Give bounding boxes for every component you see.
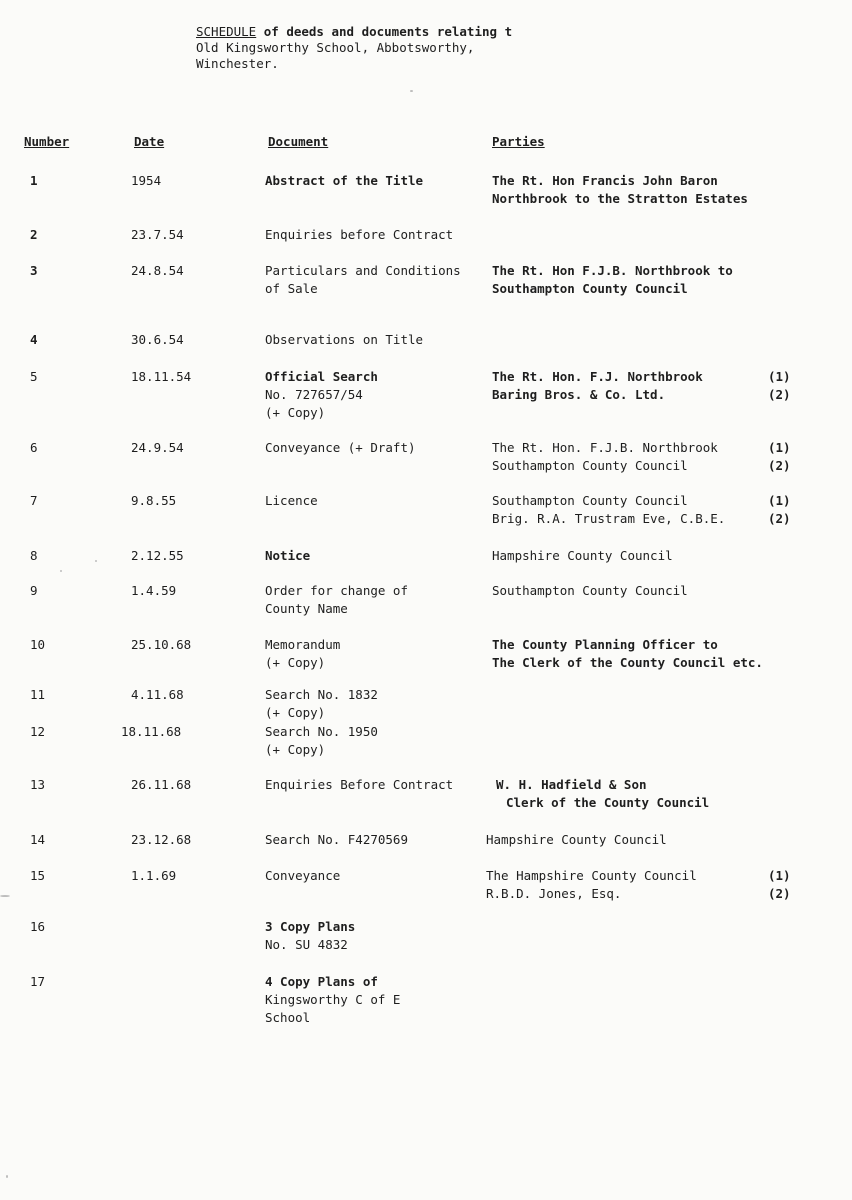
row-document-line: (+ Copy) (265, 405, 326, 420)
row-date: 2.12.55 (131, 548, 184, 563)
row-document-line: Memorandum (265, 637, 341, 652)
paper-speck (0, 895, 10, 897)
row-date: 1.4.59 (131, 583, 177, 598)
schedule-header (196, 24, 636, 72)
row-party-ref: (1) (768, 440, 791, 455)
row-document-line: No. 727657/54 (265, 387, 363, 402)
row-document-line: Order for change of (265, 583, 408, 598)
row-document-line: 3 Copy Plans (265, 919, 356, 934)
paper-speck (6, 1175, 8, 1178)
row-document-line: Conveyance (+ Draft) (265, 440, 416, 455)
header-line-3: Winchester. (196, 56, 279, 71)
row-number: 11 (30, 687, 46, 702)
row-party-line: The Rt. Hon. F.J.B. Northbrook (492, 440, 718, 455)
row-party-line: The Hampshire County Council (486, 868, 697, 883)
row-party-line: Hampshire County Council (492, 548, 673, 563)
row-number: 5 (30, 369, 38, 384)
row-party-ref: (2) (768, 511, 791, 526)
row-party-line: The Clerk of the County Council etc. (492, 655, 763, 670)
row-party-line: Clerk of the County Council (506, 795, 710, 810)
row-number: 16 (30, 919, 46, 934)
row-number: 17 (30, 974, 46, 989)
row-party-line: W. H. Hadfield & Son (496, 777, 647, 792)
row-number: 3 (30, 263, 38, 278)
row-date: 1954 (131, 173, 162, 188)
row-document-line: Abstract of the Title (265, 173, 424, 188)
header-line-1 (196, 24, 636, 40)
header-line-1-rest: of deeds and documents relating t (256, 24, 513, 39)
row-party-line: The Rt. Hon Francis John Baron (492, 173, 718, 188)
row-document-line: Search No. F4270569 (265, 832, 408, 847)
row-party-line: Brig. R.A. Trustram Eve, C.B.E. (492, 511, 726, 526)
row-party-ref: (1) (768, 493, 791, 508)
row-document-line: (+ Copy) (265, 655, 326, 670)
row-document-line: of Sale (265, 281, 318, 296)
row-date: 1.1.69 (131, 868, 177, 883)
row-date: 24.9.54 (131, 440, 184, 455)
row-document-line: Particulars and Conditions (265, 263, 461, 278)
row-party-ref: (2) (768, 886, 791, 901)
row-party-line: The Rt. Hon. F.J. Northbrook (492, 369, 703, 384)
column-header-parties: Parties (492, 134, 545, 149)
row-document-line: 4 Copy Plans of (265, 974, 378, 989)
row-party-ref: (1) (768, 369, 791, 384)
row-party-line: Southampton County Council (492, 493, 688, 508)
row-date: 23.12.68 (131, 832, 192, 847)
row-document-line: Licence (265, 493, 318, 508)
row-party-line: Hampshire County Council (486, 832, 667, 847)
row-document-line: (+ Copy) (265, 705, 326, 720)
row-party-ref: (2) (768, 387, 791, 402)
row-document-line: Kingsworthy C of E (265, 992, 401, 1007)
row-number: 14 (30, 832, 46, 847)
column-header-number: Number (24, 134, 70, 149)
row-party-line: R.B.D. Jones, Esq. (486, 886, 622, 901)
row-party-line: Southampton County Council (492, 583, 688, 598)
row-date: 25.10.68 (131, 637, 192, 652)
row-document-line: (+ Copy) (265, 742, 326, 757)
row-party-line: Southampton County Council (492, 281, 688, 296)
row-party-line: The County Planning Officer to (492, 637, 718, 652)
row-number: 12 (30, 724, 46, 739)
paper-speck (410, 90, 413, 92)
row-number: 13 (30, 777, 46, 792)
row-document-line: County Name (265, 601, 348, 616)
row-document-line: Enquiries Before Contract (265, 777, 454, 792)
row-document-line: Search No. 1950 (265, 724, 378, 739)
header-line-2: Old Kingsworthy School, Abbotsworthy, (196, 40, 475, 55)
row-party-line: Baring Bros. & Co. Ltd. (492, 387, 666, 402)
row-date: 24.8.54 (131, 263, 184, 278)
row-date: 18.11.54 (131, 369, 192, 384)
row-number: 8 (30, 548, 38, 563)
row-number: 4 (30, 332, 38, 347)
row-party-ref: (2) (768, 458, 791, 473)
row-date: 30.6.54 (131, 332, 184, 347)
paper-speck (60, 570, 62, 572)
row-party-line: The Rt. Hon F.J.B. Northbrook to (492, 263, 733, 278)
row-date: 18.11.68 (121, 724, 182, 739)
column-header-document: Document (268, 134, 329, 149)
row-party-ref: (1) (768, 868, 791, 883)
row-document-line: School (265, 1010, 311, 1025)
row-document-line: Official Search (265, 369, 378, 384)
header-schedule-word: SCHEDULE (196, 24, 257, 39)
row-document-line: Observations on Title (265, 332, 424, 347)
row-party-line: Northbrook to the Stratton Estates (492, 191, 748, 206)
row-date: 4.11.68 (131, 687, 184, 702)
row-document-line: Enquiries before Contract (265, 227, 454, 242)
column-header-date: Date (134, 134, 165, 149)
row-number: 7 (30, 493, 38, 508)
row-document-line: Search No. 1832 (265, 687, 378, 702)
row-date: 23.7.54 (131, 227, 184, 242)
row-number: 6 (30, 440, 38, 455)
row-number: 2 (30, 227, 38, 242)
row-number: 15 (30, 868, 46, 883)
row-document-line: No. SU 4832 (265, 937, 348, 952)
row-number: 10 (30, 637, 46, 652)
row-date: 26.11.68 (131, 777, 192, 792)
row-party-line: Southampton County Council (492, 458, 688, 473)
row-document-line: Notice (265, 548, 311, 563)
row-number: 9 (30, 583, 38, 598)
row-number: 1 (30, 173, 38, 188)
paper-speck (95, 560, 97, 562)
row-document-line: Conveyance (265, 868, 341, 883)
row-date: 9.8.55 (131, 493, 177, 508)
